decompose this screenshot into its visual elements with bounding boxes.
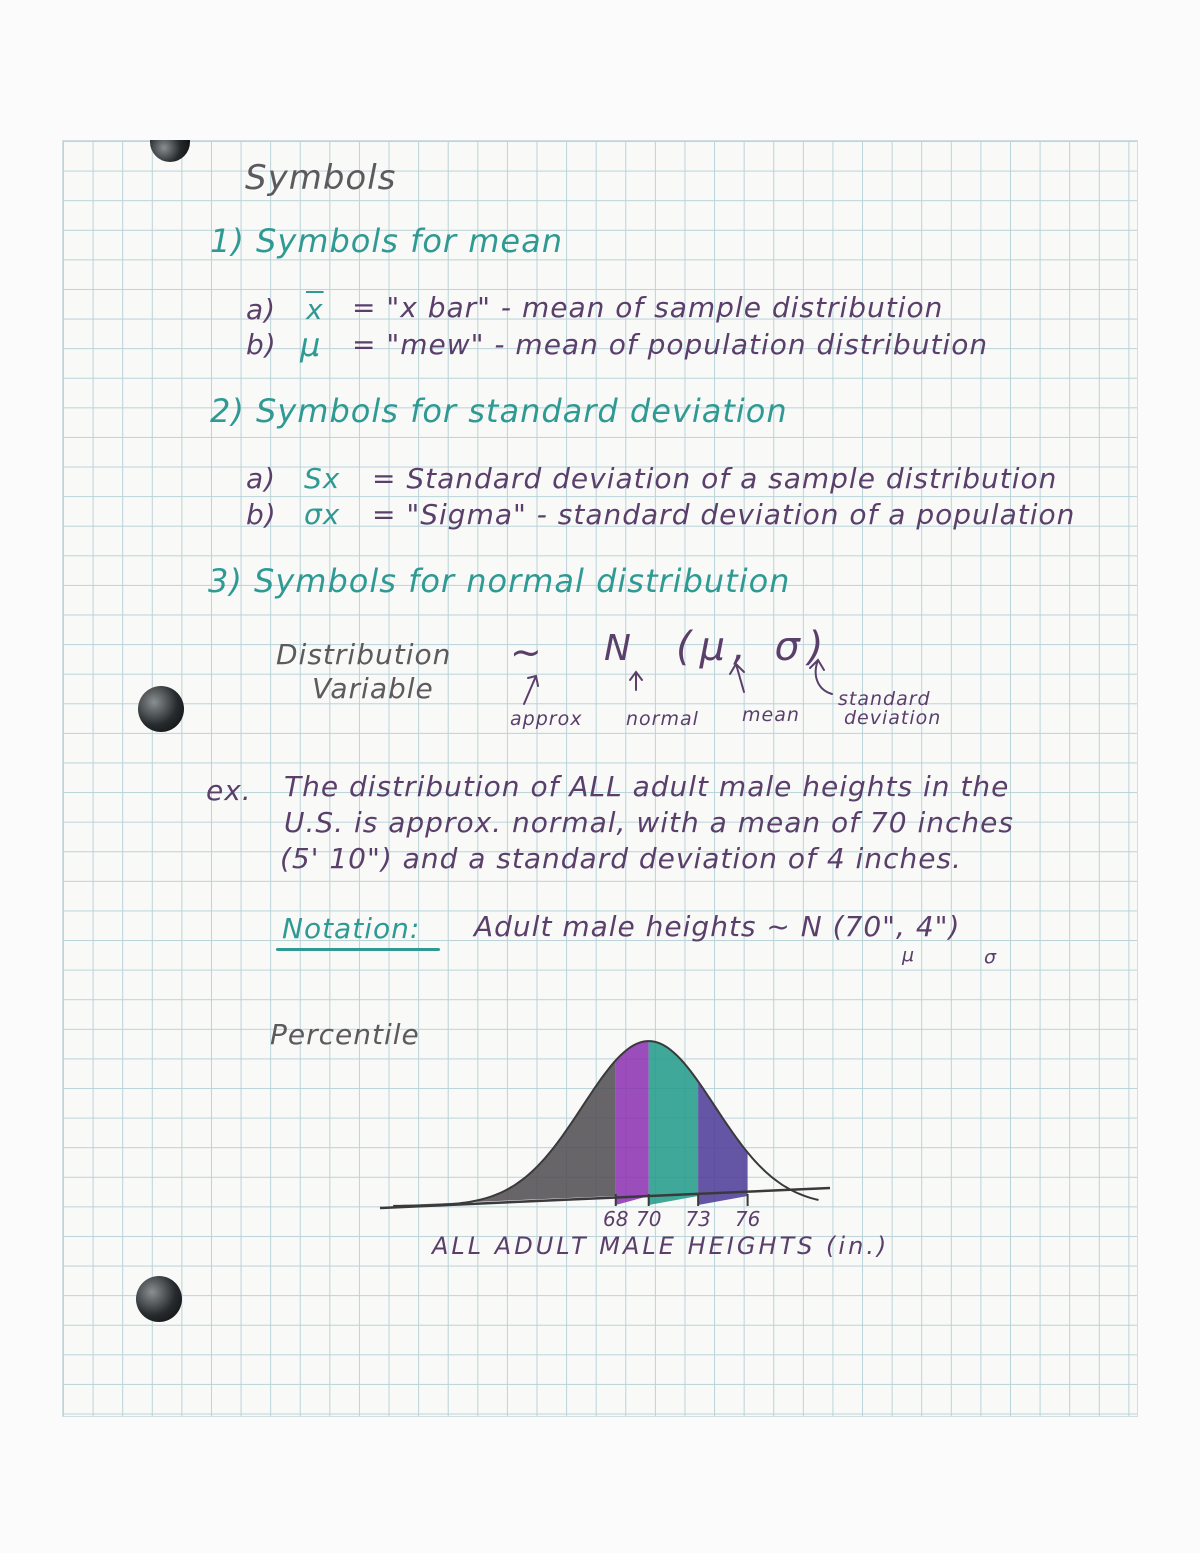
label-deviation: deviation xyxy=(844,707,942,729)
section-std-heading: 2) Symbols for standard deviation xyxy=(210,392,788,430)
mu-annotation: μ xyxy=(902,944,916,966)
label-normal: normal xyxy=(626,708,699,730)
section-normal-heading: 3) Symbols for normal distribution xyxy=(208,562,791,600)
example-line1: The distribution of ALL adult male heights in the xyxy=(284,770,1010,803)
notation-label: Notation: xyxy=(282,912,421,945)
section-mean-heading: 1) Symbols for mean xyxy=(210,222,563,260)
mean-a-description: = "x bar" - mean of sample distribution xyxy=(352,291,944,324)
label-mean: mean xyxy=(742,704,800,726)
chart-title: Percentile xyxy=(270,1018,420,1051)
normal-params: (μ, σ) xyxy=(676,624,832,670)
label-approx: approx xyxy=(510,708,583,730)
shaded-band-55-68 xyxy=(402,1060,616,1206)
std-b-description: = "Sigma" - standard deviation of a population xyxy=(372,498,1076,531)
mean-b-description: = "mew" - mean of population distribution xyxy=(352,328,989,361)
tick-label-73: 73 xyxy=(685,1207,711,1231)
sigma-x-symbol: σx xyxy=(304,498,341,531)
std-a-description: = Standard deviation of a sample distribution xyxy=(372,462,1058,495)
notation-body: Adult male heights ~ N (70", 4") xyxy=(474,910,961,943)
distribution-variable-line1: Distribution xyxy=(276,638,452,671)
tick-label-76: 76 xyxy=(734,1207,761,1231)
x-bar-symbol: $\overline{x}$ xyxy=(306,293,324,326)
mean-a-label: a) xyxy=(246,293,277,326)
mean-b-label: b) xyxy=(246,328,277,361)
example-prefix: ex. xyxy=(206,774,252,807)
example-line2: U.S. is approx. normal, with a mean of 70 inches xyxy=(284,806,1014,839)
std-a-label: a) xyxy=(246,462,277,495)
shaded-band-70-73 xyxy=(649,1041,698,1205)
tick-label-68: 68 xyxy=(603,1207,629,1231)
sx-symbol: Sx xyxy=(304,462,341,495)
label-standard: standard xyxy=(838,688,931,710)
normal-n-symbol: N xyxy=(604,628,632,669)
mu-symbol: μ xyxy=(300,326,322,364)
example-line3: (5' 10") and a standard deviation of 4 inches. xyxy=(280,842,962,875)
std-b-label: b) xyxy=(246,498,277,531)
sigma-annotation: σ xyxy=(984,946,998,968)
tick-label-70: 70 xyxy=(635,1207,662,1231)
page-title: Symbols xyxy=(245,158,397,198)
chart-xlabel: ALL ADULT MALE HEIGHTS (in.) xyxy=(432,1232,890,1260)
tilde-symbol: ~ xyxy=(510,630,543,674)
shaded-band-68-70 xyxy=(616,1041,649,1205)
distribution-variable-line2: Variable xyxy=(312,672,434,705)
